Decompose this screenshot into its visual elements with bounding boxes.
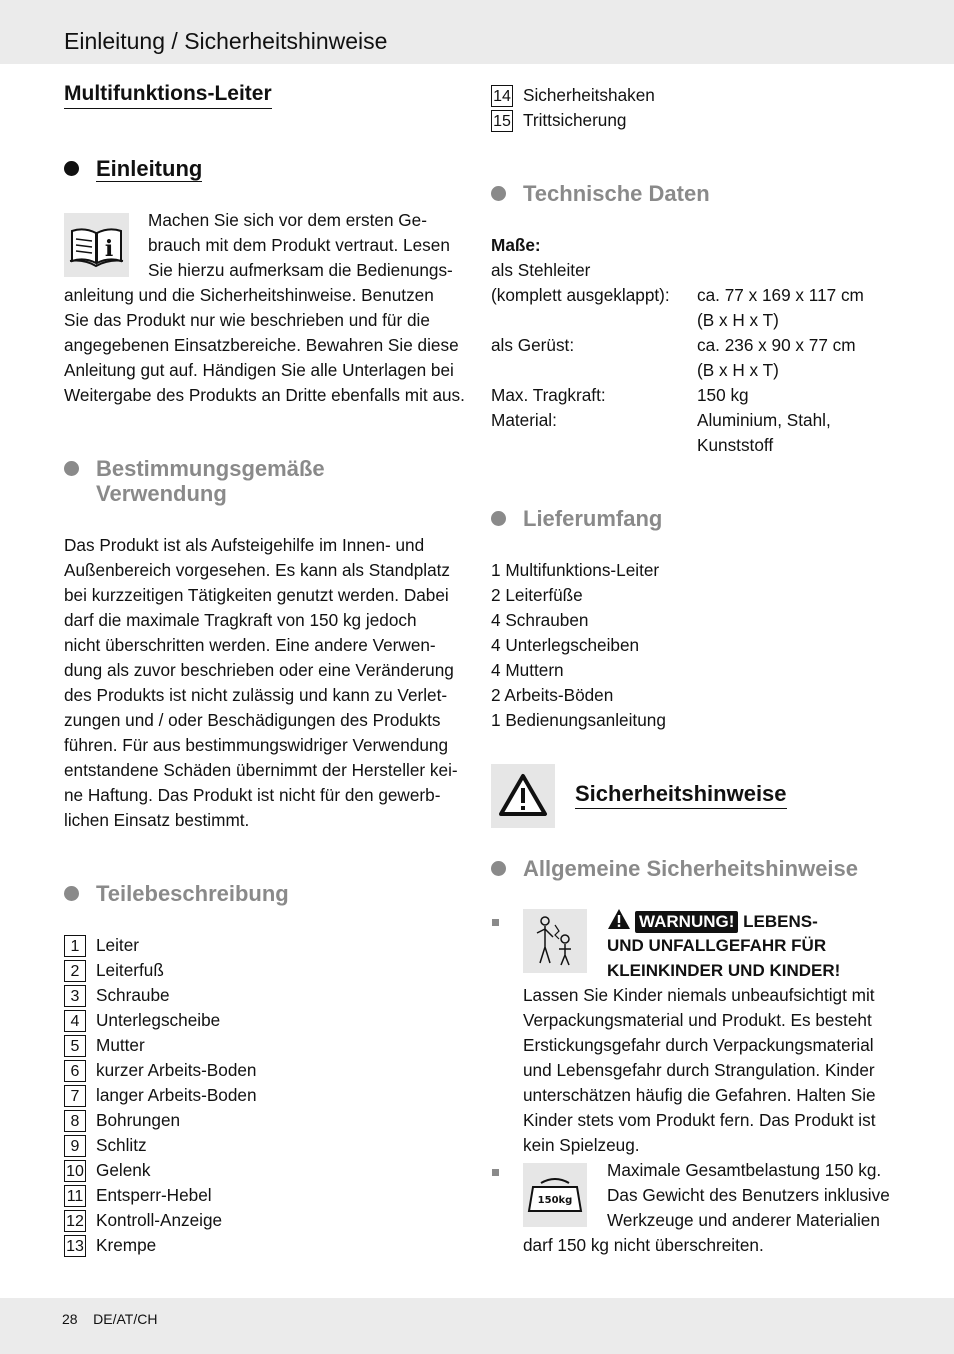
part-row bbox=[64, 958, 164, 983]
part-label: Unterlegscheibe bbox=[96, 1010, 221, 1030]
part-label: Gelenk bbox=[96, 1160, 151, 1180]
part-row bbox=[64, 1183, 212, 1208]
svg-text:i: i bbox=[104, 236, 114, 262]
info-book-icon bbox=[64, 213, 129, 277]
warning-title: WARNUNG! LEBENS- UND UNFALLGEFAHR FÜR KLEINKINDER UND KINDER! bbox=[607, 908, 840, 983]
list-item: 4 Muttern bbox=[491, 660, 564, 680]
part-label: Kontroll-Anzeige bbox=[96, 1210, 223, 1230]
part-number: 3 bbox=[64, 985, 86, 1007]
part-number: 6 bbox=[64, 1060, 86, 1082]
tech-heading: Technische Daten bbox=[523, 181, 710, 206]
part-label: Bohrungen bbox=[96, 1110, 181, 1130]
warning-text: Lassen Sie Kinder niemals unbeaufsichtigt mit Verpackungsmaterial und Produkt. Es besteht Erstickungsgefahr durch Verpackungsmaterial und Lebensgefahr durch Strangulation. Kinder unterschätzen häufig die Gefahren. Halten Sie Kinder stets vom Produkt fern. Das Produkt ist kein Spielzeug. bbox=[523, 985, 876, 1155]
part-row bbox=[491, 83, 655, 108]
part-row bbox=[64, 933, 139, 958]
part-row bbox=[64, 983, 170, 1008]
spec-value: Kunststoff bbox=[697, 435, 774, 455]
page-footer bbox=[62, 1310, 157, 1328]
part-number: 4 bbox=[64, 1010, 86, 1032]
list-item: 4 Schrauben bbox=[491, 610, 589, 630]
list-item: 1 Multifunktions-Leiter bbox=[491, 560, 660, 580]
part-label: Krempe bbox=[96, 1235, 157, 1255]
weight-limit-icon bbox=[523, 1163, 587, 1227]
spec-value: 150 kg bbox=[697, 385, 749, 405]
list-bullet bbox=[492, 919, 499, 926]
spec-key: (komplett ausgeklappt): bbox=[491, 285, 670, 305]
page-number: 28 bbox=[62, 1311, 78, 1327]
part-number: 13 bbox=[64, 1235, 86, 1257]
part-label: Schraube bbox=[96, 985, 170, 1005]
list-bullet bbox=[492, 1169, 499, 1176]
part-label: langer Arbeits-Boden bbox=[96, 1085, 257, 1105]
child-hazard-icon bbox=[523, 909, 587, 973]
part-number: 12 bbox=[64, 1210, 86, 1232]
spec-key: Material: bbox=[491, 410, 557, 430]
list-item: 4 Unterlegscheiben bbox=[491, 635, 640, 655]
spec-value: Aluminium, Stahl, bbox=[697, 410, 831, 430]
spec-value: (B x H x T) bbox=[697, 310, 779, 330]
part-label: Mutter bbox=[96, 1035, 145, 1055]
use-heading: Bestimmungsgemäße Verwendung bbox=[96, 456, 325, 506]
list-item: 2 Leiterfüße bbox=[491, 585, 583, 605]
use-text: Das Produkt ist als Aufsteigehilfe im Innen- und Außenbereich vorgesehen. Es kann als Standplatz bei kurzzeitigen Tätigkeiten genutzt werden. Dabei darf die maximale Tragkraft von 150 kg jedoch nicht überschritten werden. Eine andere Verwen- dung als zuvor beschrieben oder eine Veränderung des Produkts ist nicht zulässig und kann zu Verlet- zungen und / oder Beschädigungen des Produkts führen. Für aus bestimmungswidriger Verwendung entstandene Schäden übernimmt der Hersteller kei- ne Haftung. Das Produkt ist nicht für den gewerb- lichen Einsatz bestimmt. bbox=[64, 535, 458, 830]
part-label: kurzer Arbeits-Boden bbox=[96, 1060, 257, 1080]
general-safety-heading: Allgemeine Sicherheitshinweise bbox=[523, 856, 859, 881]
part-number: 10 bbox=[64, 1160, 86, 1182]
region-code: DE/AT/CH bbox=[93, 1311, 158, 1327]
weight-label: 150kg bbox=[537, 1195, 573, 1206]
delivery-list bbox=[491, 558, 666, 733]
section-bullet bbox=[491, 861, 506, 876]
part-row bbox=[64, 1083, 257, 1108]
part-row bbox=[64, 1008, 220, 1033]
load-text-indented: Maximale Gesamtbelastung 150 kg. Das Gewicht des Benutzers inklusive Werkzeuge und anderer Materialien bbox=[607, 1160, 890, 1230]
spec-key: als Stehleiter bbox=[491, 260, 591, 280]
parts-heading: Teilebeschreibung bbox=[96, 881, 289, 906]
part-number: 11 bbox=[64, 1185, 86, 1207]
page-header-title: Einleitung / Sicherheitshinweise bbox=[64, 28, 388, 54]
load-text: darf 150 kg nicht überschreiten. bbox=[523, 1235, 764, 1255]
warning-triangle-icon bbox=[491, 764, 555, 828]
intro-heading: Einleitung bbox=[96, 156, 203, 181]
warning-badge: WARNUNG! bbox=[635, 911, 738, 933]
part-number: 15 bbox=[491, 110, 513, 132]
product-title: Multifunktions-Leiter bbox=[64, 80, 272, 109]
intro-text: anleitung und die Sicherheitshinweise. Benutzen Sie das Produkt nur wie beschrieben und für die angegebenen Einsatzbereiche. Bewahren Sie diese Anleitung gut auf. Händigen Sie alle Unterlagen bei Weitergabe des Produkts an Dritte ebenfalls mit aus. bbox=[64, 285, 465, 405]
part-number: 9 bbox=[64, 1135, 86, 1157]
part-row bbox=[64, 1208, 222, 1233]
section-bullet bbox=[64, 161, 79, 176]
part-label: Entsperr-Hebel bbox=[96, 1185, 212, 1205]
part-number: 7 bbox=[64, 1085, 86, 1107]
part-row bbox=[491, 108, 626, 133]
section-bullet bbox=[64, 886, 79, 901]
part-row bbox=[64, 1233, 156, 1258]
part-number: 8 bbox=[64, 1110, 86, 1132]
spec-key: Max. Tragkraft: bbox=[491, 385, 606, 405]
part-label: Sicherheitshaken bbox=[523, 85, 655, 105]
spec-key: als Gerüst: bbox=[491, 335, 575, 355]
part-number: 1 bbox=[64, 935, 86, 957]
part-label: Leiter bbox=[96, 935, 139, 955]
intro-text-indented: Machen Sie sich vor dem ersten Ge- brauch mit dem Produkt vertraut. Lesen Sie hierzu aufmerksam die Bedienungs- bbox=[148, 210, 453, 280]
section-bullet bbox=[491, 511, 506, 526]
dimensions-label: Maße: bbox=[491, 235, 541, 255]
part-row bbox=[64, 1033, 145, 1058]
section-bullet bbox=[491, 186, 506, 201]
part-number: 2 bbox=[64, 960, 86, 982]
spec-value: ca. 236 x 90 x 77 cm bbox=[697, 335, 856, 355]
delivery-heading: Lieferumfang bbox=[523, 506, 663, 531]
part-label: Trittsicherung bbox=[523, 110, 627, 130]
list-item: 2 Arbeits-Böden bbox=[491, 685, 614, 705]
part-number: 5 bbox=[64, 1035, 86, 1057]
part-row bbox=[64, 1058, 257, 1083]
spec-value: ca. 77 x 169 x 117 cm bbox=[697, 285, 864, 305]
part-row bbox=[64, 1108, 180, 1133]
part-label: Schlitz bbox=[96, 1135, 147, 1155]
warning-small-icon bbox=[607, 908, 631, 930]
safety-heading: Sicherheitshinweise bbox=[575, 780, 787, 809]
part-label: Leiterfuß bbox=[96, 960, 164, 980]
list-item: 1 Bedienungsanleitung bbox=[491, 710, 666, 730]
part-number: 14 bbox=[491, 85, 513, 107]
spec-value: (B x H x T) bbox=[697, 360, 779, 380]
section-bullet bbox=[64, 461, 79, 476]
part-row bbox=[64, 1133, 147, 1158]
part-row bbox=[64, 1158, 150, 1183]
